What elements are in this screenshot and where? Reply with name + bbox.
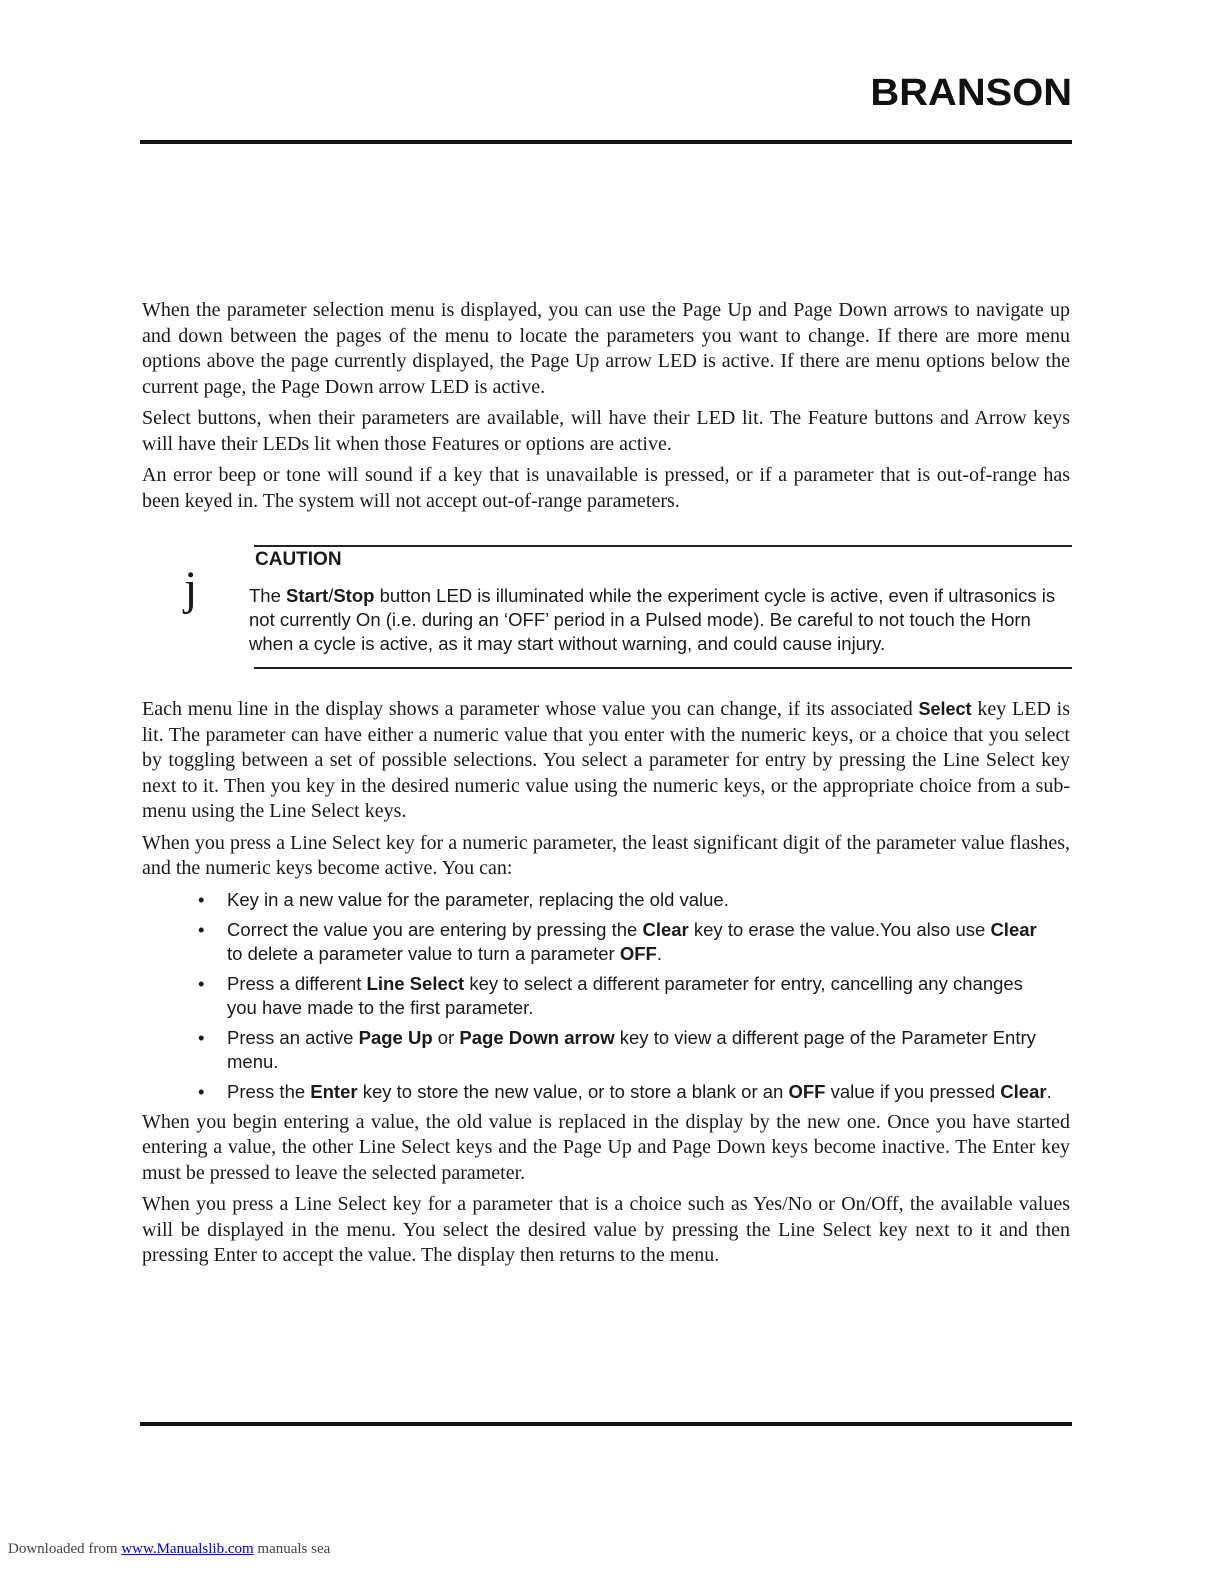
intro-section [142,298,1070,520]
caution-title: CAUTION [255,549,342,570]
footer-rule [140,1422,1072,1426]
list-item: • Key in a new value for the parameter, replacing the old value. [198,888,729,910]
closing-paragraph-1: When you begin entering a value, the old value is replaced in the display by the new one. Once you have started entering a value, the other Line Select keys and the Page Up and Page Down keys become inactive. The Enter key must be pressed to leave the selected parameter. [142,1110,1070,1184]
branson-logo: BRANSON [870,72,1072,114]
list-item: • Correct the value you are entering by pressing the Clear key to erase the value.You also use Clear to delete a parameter value to turn a parameter OFF. [198,918,1037,964]
menu-lines-paragraph-2: When you press a Line Select key for a numeric parameter, the least significant digit of the parameter value flashes, and the numeric keys become active. You can: [142,831,1070,879]
list-item: • Press an active Page Up or Page Down arrow key to view a different page of the Parameter Entry menu. [198,1026,1036,1072]
caution-top-rule [254,545,1072,547]
intro-paragraph-3: An error beep or tone will sound if a key that is unavailable is pressed, or if a parameter that is out-of-range has been keyed in. The system will not accept out-of-range parameters. [142,464,1070,512]
caution-box [142,545,1072,669]
options-list [142,888,1070,1104]
list-item: • Press a different Line Select key to select a different parameter for entry, cancelling any changes you have made to the first parameter. [198,972,1023,1018]
caution-text: The Start/Stop button LED is illuminated while the experiment cycle is active, even if ultrasonics is not currently On (i.e. during an ‘OFF’ period in a Pulsed mode). Be careful to not touch the Horn when a cycle is active, as it may start without warning, and could cause injury. [249,585,1056,654]
list-item: • Press the Enter key to store the new value, or to store a blank or an OFF value if you pressed Clear. [198,1080,1052,1102]
menu-lines-section [142,697,1070,1275]
caution-icon: j [184,562,198,615]
closing-paragraph-2: When you press a Line Select key for a parameter that is a choice such as Yes/No or On/Off, the available values will be displayed in the menu. You select the desired value by pressing the Line Select key next to it and then pressing Enter to accept the value. The display then returns to the menu. [142,1193,1070,1266]
caution-bottom-rule [254,667,1072,669]
download-footer: Downloaded from www.Manualslib.com manuals sea [8,1541,331,1557]
intro-paragraph-2: Select buttons, when their parameters are available, will have their LED lit. The Feature buttons and Arrow keys will have their LEDs lit when those Features or options are active. [142,407,1070,455]
menu-lines-paragraph-1: Each menu line in the display shows a parameter whose value you can change, if its associated Select key LED is lit. The parameter can have either a numeric value that you enter with the numeric keys, or a choice that you select by toggling between a set of possible selections. You select a parameter for entry by pressing the Line Select key next to it. Then you key in the desired numeric value using the numeric keys, or the appropriate choice from a sub-menu using the Line Select keys. [142,698,1071,822]
intro-paragraph-1: When the parameter selection menu is displayed, you can use the Page Up and Page Down arrows to navigate up and down between the pages of the menu to locate the parameters you want to change. If there are more menu options above the page currently displayed, the Page Up arrow LED is active. If there are menu options below the current page, the Page Down arrow LED is active. [142,299,1070,398]
manualslib-link[interactable]: www.Manualslib.com [121,1541,254,1557]
header-rule [140,140,1072,144]
